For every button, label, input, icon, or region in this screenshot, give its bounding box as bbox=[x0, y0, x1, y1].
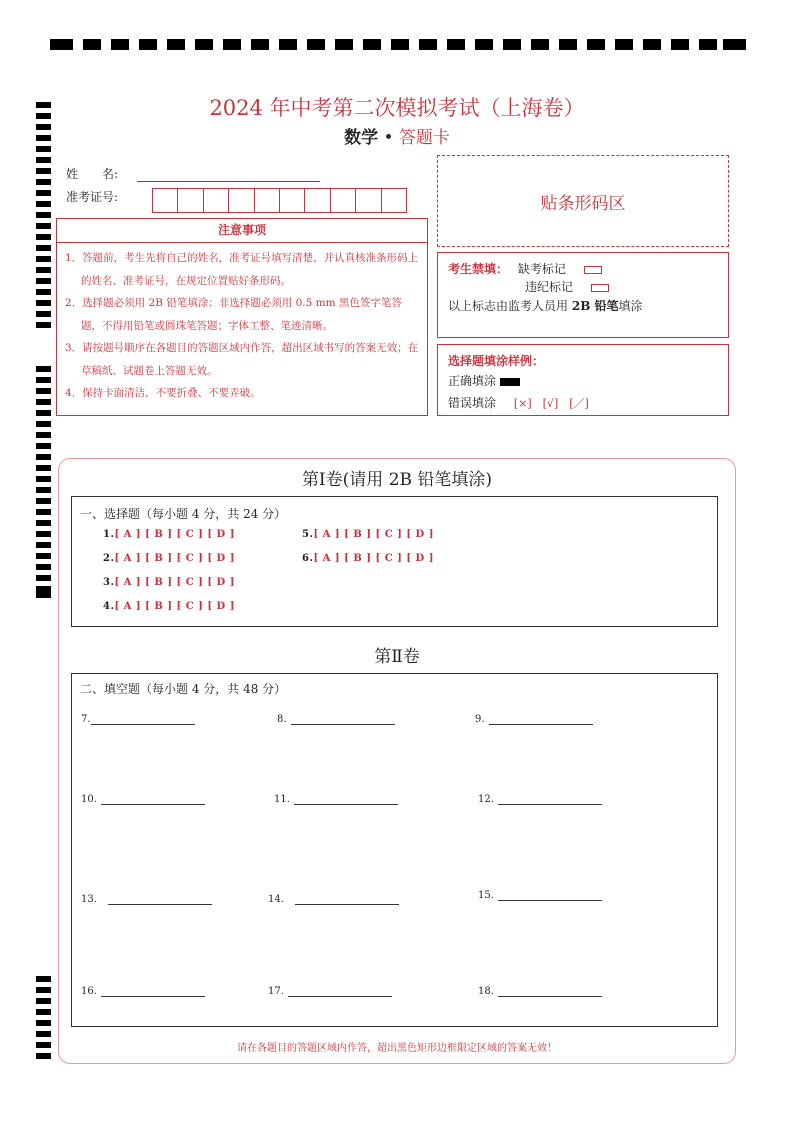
notice-item: 2．选择题必须用 2B 铅笔填涂；非选择题必须用 0.5 mm 黑色签字笔答题，不得用铅笔或圆珠笔答题；字体工整、笔迹清晰。 bbox=[65, 297, 402, 332]
top-timing-marks bbox=[50, 39, 746, 50]
choice-row[interactable]: 1.[ A ] [ B ] [ C ] [ D ] bbox=[103, 529, 235, 540]
exam-id-box[interactable] bbox=[177, 188, 203, 213]
choice-row[interactable]: 5.[ A ] [ B ] [ C ] [ D ] bbox=[302, 529, 434, 540]
correct-fill-mark bbox=[500, 378, 520, 386]
violation-mark-label: 违纪标记 bbox=[525, 280, 574, 294]
exam-id-box[interactable] bbox=[330, 188, 356, 213]
barcode-area bbox=[437, 155, 729, 247]
notice-title: 注意事项 bbox=[57, 219, 427, 243]
notice-item: 4．保持卡面清洁，不要折叠、不要弄破。 bbox=[65, 387, 261, 399]
footer-warning: 请在各题目的答题区域内作答，超出黑色矩形边框限定区域的答案无效！ bbox=[237, 1043, 557, 1054]
forbid-note-suffix: 填涂 bbox=[618, 299, 643, 313]
barcode-label: 贴条形码区 bbox=[540, 193, 626, 214]
wrong-fill-label: 错误填涂 bbox=[448, 396, 497, 410]
blank-item[interactable]: 9. bbox=[475, 714, 593, 725]
exam-id-label: 准考证号: bbox=[66, 190, 119, 204]
blank-item[interactable]: 15. bbox=[478, 890, 602, 901]
notice-item: 3．请按题号顺序在各题目的答题区域内作答，超出区域书写的答案无效；在草稿纸、试题卷上答题无效。 bbox=[65, 342, 419, 377]
sample-title: 选择题填涂样例： bbox=[448, 354, 545, 368]
choice-section-title: 一、选择题（每小题 4 分，共 24 分） bbox=[80, 507, 287, 521]
page-title: 2024 年中考第二次模拟考试（上海卷） bbox=[209, 96, 585, 120]
exam-id-box[interactable] bbox=[355, 188, 381, 213]
examiner-only-panel bbox=[437, 252, 729, 338]
page-subtitle bbox=[0, 123, 794, 148]
name-label: 姓 名: bbox=[66, 167, 119, 181]
exam-id-box[interactable] bbox=[254, 188, 280, 213]
blank-item[interactable]: 14． bbox=[268, 890, 399, 905]
part2-title: 第Ⅱ卷 bbox=[374, 647, 420, 667]
blank-item[interactable]: 11. bbox=[274, 794, 398, 805]
exam-id-box[interactable] bbox=[203, 188, 229, 213]
choice-row[interactable]: 4.[ A ] [ B ] [ C ] [ D ] bbox=[103, 601, 235, 612]
blank-item[interactable]: 16. bbox=[81, 986, 205, 997]
fill-blank-section-title: 二、填空题（每小题 4 分，共 48 分） bbox=[80, 682, 287, 696]
exam-id-box[interactable] bbox=[381, 188, 407, 213]
absent-mark-box[interactable] bbox=[584, 266, 602, 274]
subtitle-separator: • bbox=[378, 128, 399, 148]
wrong-fill-marks: [×] [√] [／] bbox=[513, 397, 589, 410]
choice-row[interactable]: 2.[ A ] [ B ] [ C ] [ D ] bbox=[103, 553, 235, 564]
fill-sample-panel bbox=[437, 344, 729, 416]
exam-id-box[interactable] bbox=[279, 188, 305, 213]
forbid-note-bold: 2B 铅笔 bbox=[571, 299, 619, 313]
absent-mark-label: 缺考标记 bbox=[517, 262, 566, 276]
forbid-note-prefix: 以上标志由监考人员用 bbox=[448, 299, 569, 313]
blank-item[interactable]: 12. bbox=[478, 794, 602, 805]
forbid-label: 考生禁填： bbox=[448, 262, 509, 276]
subject-label: 数学 bbox=[344, 128, 379, 148]
exam-id-box[interactable] bbox=[304, 188, 330, 213]
blank-item[interactable]: 17. bbox=[268, 986, 392, 997]
exam-id-boxes[interactable] bbox=[152, 188, 406, 213]
answer-card-label: 答题卡 bbox=[398, 128, 450, 148]
violation-mark-box[interactable] bbox=[591, 284, 609, 292]
choice-row[interactable]: 6.[ A ] [ B ] [ C ] [ D ] bbox=[302, 553, 434, 564]
notice-panel bbox=[56, 218, 428, 416]
correct-fill-label: 正确填涂 bbox=[448, 374, 497, 388]
part1-title: 第Ⅰ卷(请用 2B 铅笔填涂) bbox=[301, 470, 493, 490]
blank-item[interactable]: 18. bbox=[478, 986, 602, 997]
exam-id-box[interactable] bbox=[152, 188, 178, 213]
choice-row[interactable]: 3.[ A ] [ B ] [ C ] [ D ] bbox=[103, 577, 235, 588]
exam-id-box[interactable] bbox=[228, 188, 254, 213]
blank-item[interactable]: 10. bbox=[81, 794, 205, 805]
blank-item[interactable]: 13． bbox=[81, 890, 212, 905]
name-field[interactable] bbox=[137, 181, 320, 182]
fill-blank-section bbox=[71, 673, 718, 1027]
blank-item[interactable]: 7. bbox=[81, 714, 195, 725]
blank-item[interactable]: 8. bbox=[277, 714, 395, 725]
notice-item: 1．答题前，考生先将自己的姓名，准考证号填写清楚，并认真核准条形码上的姓名、准考证号，在规定位置贴好条形码。 bbox=[65, 252, 419, 287]
